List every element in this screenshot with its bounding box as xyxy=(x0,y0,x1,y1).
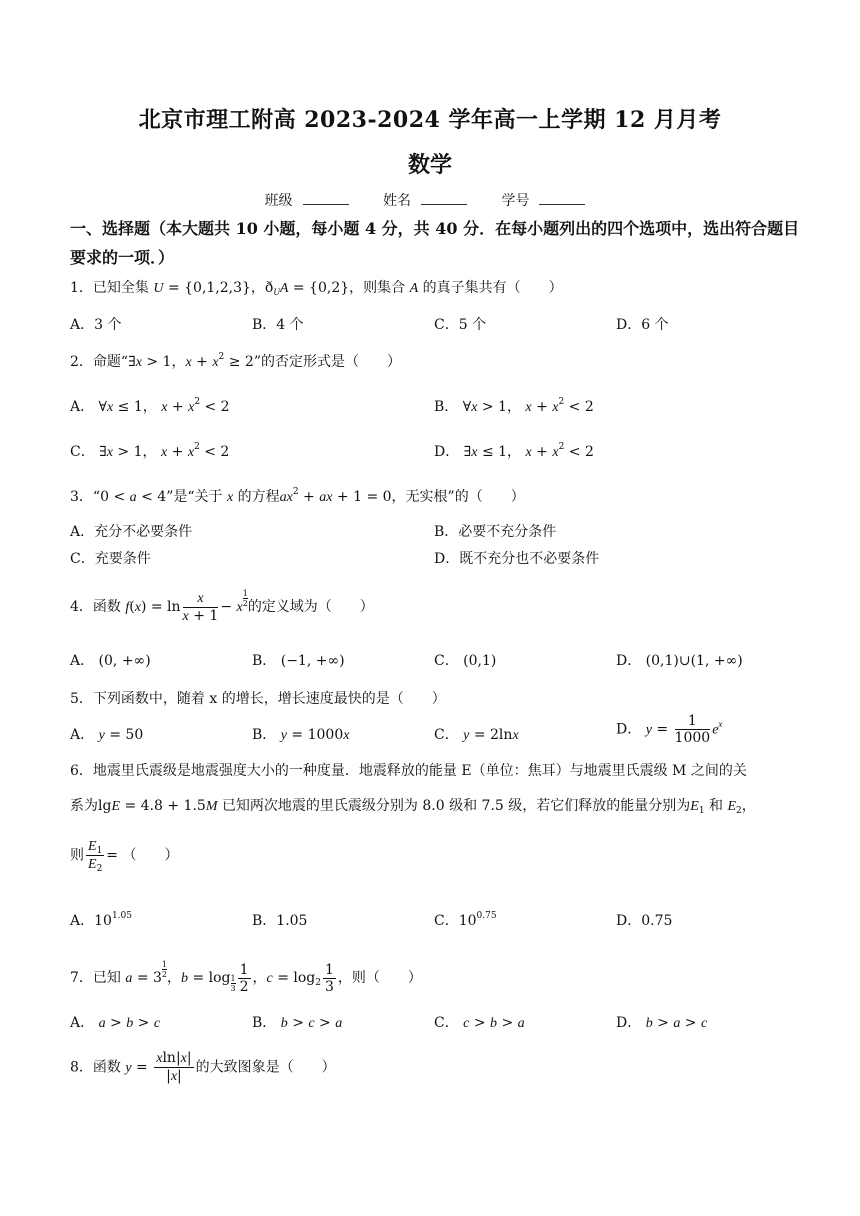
exam-subject: 数学 xyxy=(407,152,452,178)
question-2: 2．命题“∃x > 1，$x + x^2 \ge 2$”的否定形式是（ ） xyxy=(70,352,401,370)
q4-option-b: B． (−1, +∞) xyxy=(252,653,345,669)
student-info-line xyxy=(0,190,860,210)
q4-option-a: A． (0, +∞) xyxy=(70,653,151,669)
question-8: 8．函数 y = $\frac{xln|x|}{|x|}$ 的大致图象是（ ） xyxy=(70,1050,336,1084)
q3-option-a: A．充分不必要条件 xyxy=(70,524,193,540)
q2-option-d: D． ∃x ≤ 1， $x + x^2 < 2$ xyxy=(434,442,594,460)
q3-option-b: B．必要不充分条件 xyxy=(434,524,557,540)
q7-option-b: B． b > c > a xyxy=(252,1015,343,1031)
q1-option-d: D．6 个 xyxy=(616,317,669,333)
exam-title: 北京市理工附高 2023-2024 学年高一上学期 12 月月考 xyxy=(138,107,722,133)
question-6-line-2: 系为lgE = 4.8 + 1.5M 已知两次地震的里氏震级分别为 8.0 级和 7.5 级，若它们释放的能量分别为$E_1$ 和 $E_2$， xyxy=(70,798,756,816)
q6-option-d: D．0.75 xyxy=(616,913,673,929)
q3-option-c: C．充要条件 xyxy=(70,551,151,567)
q2-option-b: B． ∀x > 1， $x + x^2 < 2$ xyxy=(434,397,594,415)
q6-option-b: B．1.05 xyxy=(252,913,308,929)
q5-option-d: D． y = $\frac{1}{1000}$ $e^x$ xyxy=(616,713,723,746)
q4-option-c: C． (0,1) xyxy=(434,653,497,669)
q6-option-a: A．$10^{1.05}$ xyxy=(70,911,132,929)
q1-option-c: C．5 个 xyxy=(434,317,487,333)
q2-option-c: C． ∃x > 1， $x + x^2 < 2$ xyxy=(70,442,230,460)
question-7: 7．已知 a = 3 $\frac{1}{2}$ ，b = log $_{\frac{1}{3}}$ $\frac{1}{2}$ ，$c = \log_2$ $\frac{1}{3}$ ，则（ ） xyxy=(70,960,422,995)
q7-option-c: C． c > b > a xyxy=(434,1015,525,1031)
q2-option-a: A． ∀x ≤ 1， $x + x^2 < 2$ xyxy=(70,397,230,415)
name-field: 姓名 xyxy=(383,193,477,209)
question-1: 1．已知全集 U = {0,1,2,3}，$ð_UA = \{0,2\}$，则集合 A 的真子集共有（ ） xyxy=(70,280,563,297)
q1-option-b: B．4 个 xyxy=(252,317,304,333)
question-6-line-3: 则 $\frac{E_1}{E_2}$ = （ ） xyxy=(70,839,179,874)
q7-option-d: D． b > a > c xyxy=(616,1015,708,1031)
section-heading-choice: 一、选择题（本大题共 10 小题，每小题 4 分，共 40 分．在每小题列出的四个选项中，选出符合题目要求的一项．） xyxy=(70,219,800,267)
question-5: 5．下列函数中，随着 x 的增长，增长速度最快的是（ ） xyxy=(70,691,446,707)
question-6-line-1: 6．地震里氏震级是地震强度大小的一种度量．地震释放的能量 E（单位：焦耳）与地震里氏震级 M 之间的关 xyxy=(70,763,747,779)
q5-option-a: A． y = 50 xyxy=(70,727,144,743)
q6-option-c: C．$10^{0.75}$ xyxy=(434,911,497,929)
name-blank xyxy=(421,192,467,205)
q1-option-a: A．3 个 xyxy=(70,317,122,333)
class-blank xyxy=(303,192,349,205)
question-4: 4．函数 f(x) = ln $\frac{x}{x + 1}$ − x $\frac{1}{2}$ 的定义域为（ ） xyxy=(70,589,374,624)
q5-option-c: C． y = 2lnx xyxy=(434,727,519,743)
q3-option-d: D．既不充分也不必要条件 xyxy=(434,551,600,567)
q4-option-d: D． (0,1)∪(1, +∞) xyxy=(616,653,743,669)
question-3: 3．“0 < a < 4”是“关于 x 的方程$ax^2$ + ax + 1 = 0，无实根”的（ ） xyxy=(70,487,525,505)
q7-option-a: A． a > b > c xyxy=(70,1015,161,1031)
q5-option-b: B． y = 1000x xyxy=(252,727,350,743)
student-id-field: 学号 xyxy=(501,193,595,209)
id-blank xyxy=(539,192,585,205)
class-field: 班级 xyxy=(265,193,359,209)
